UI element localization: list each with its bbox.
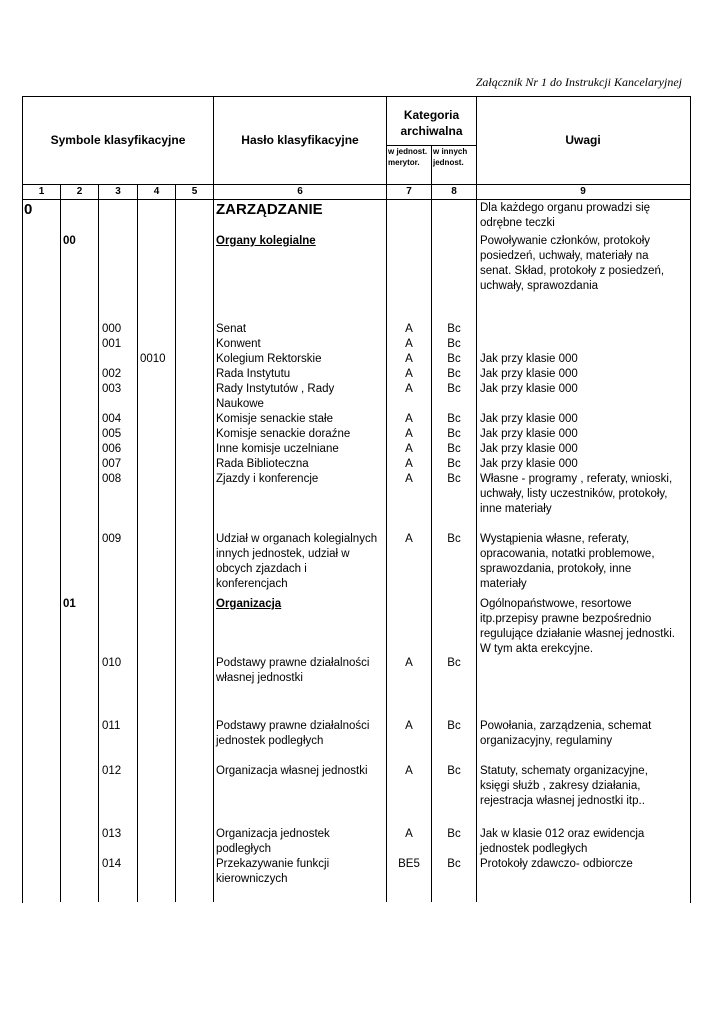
category-a: A xyxy=(405,323,413,335)
colnum-rule xyxy=(22,199,690,200)
colnum: 4 xyxy=(153,186,160,197)
colnum: 1 xyxy=(38,186,45,197)
col-divider xyxy=(213,96,214,902)
header-sub-b-2: jednost. xyxy=(433,158,464,167)
entry-name: podległych xyxy=(216,843,271,855)
colnum: 6 xyxy=(297,186,303,197)
entry-name: innych jednostek, udział w xyxy=(216,548,350,560)
entry-note: materiały xyxy=(480,578,527,590)
header-sub-b-1: w innych xyxy=(433,147,468,156)
symbol-level3: 000 xyxy=(102,323,122,335)
entry-note: Jak przy klasie 000 xyxy=(480,428,578,440)
col-divider xyxy=(431,145,432,902)
symbol-level3: 006 xyxy=(102,443,122,455)
entry-note: odrębne teczki xyxy=(480,217,555,229)
category-b: Bc xyxy=(447,657,461,669)
entry-note: Wystąpienia własne, referaty, xyxy=(480,533,630,545)
entry-note: jednostek podległych xyxy=(480,843,588,855)
symbol-level3: 008 xyxy=(102,473,122,485)
entry-note: Protokoły zdawczo- odbiorcze xyxy=(480,858,633,870)
entry-name: Zjazdy i konferencje xyxy=(216,473,319,485)
header-kategoria-1: Kategoria xyxy=(403,108,460,122)
category-b: Bc xyxy=(447,428,461,440)
entry-note: uchwały, listy uczestników, protokoły, xyxy=(480,488,668,500)
entry-note: Jak w klasie 012 oraz ewidencja xyxy=(480,828,645,840)
category-b: Bc xyxy=(447,828,461,840)
category-a: A xyxy=(405,473,413,485)
category-a: A xyxy=(405,368,413,380)
entry-name: obcych zjazdach i xyxy=(216,563,307,575)
symbol-level3: 011 xyxy=(102,720,121,732)
entry-name: Podstawy prawne działalności xyxy=(216,720,370,732)
colnum: 5 xyxy=(191,186,198,197)
entry-note: Jak przy klasie 000 xyxy=(480,383,578,395)
category-b: Bc xyxy=(447,383,461,395)
category-a: A xyxy=(405,383,413,395)
entry-note: Statuty, schematy organizacyjne, xyxy=(480,765,648,777)
entry-note: opracowania, notatki problemowe, xyxy=(480,548,655,560)
entry-name: Komisje senackie doraźne xyxy=(216,428,351,440)
colnum: 3 xyxy=(115,186,121,197)
entry-note: Jak przy klasie 000 xyxy=(480,413,578,425)
colnum: 9 xyxy=(580,186,586,197)
entry-note: Dla każdego organu prowadzi się xyxy=(480,202,651,214)
col-divider xyxy=(476,96,477,902)
entry-note: Ogólnopaństwowe, resortowe xyxy=(480,598,632,610)
header-subrule xyxy=(386,145,476,146)
entry-note: regulujące działanie własnej jednostki. xyxy=(480,628,675,640)
symbol-level1: 0 xyxy=(24,201,33,218)
entry-note: Jak przy klasie 000 xyxy=(480,443,578,455)
category-b: Bc xyxy=(447,720,461,732)
entry-note: Jak przy klasie 000 xyxy=(480,368,578,380)
entry-note: Jak przy klasie 000 xyxy=(480,458,578,470)
category-a: A xyxy=(405,428,413,440)
category-a: A xyxy=(405,765,413,777)
category-a: A xyxy=(405,828,413,840)
symbol-level3: 007 xyxy=(102,458,122,470)
category-b: Bc xyxy=(447,765,461,777)
entry-name: Senat xyxy=(216,323,247,335)
col-divider xyxy=(175,96,176,902)
header-haslo: Hasło klasyfikacyjne xyxy=(241,133,359,147)
entry-name: Naukowe xyxy=(216,398,264,410)
header-sub-a-1: w jednost. xyxy=(388,147,428,156)
category-b: Bc xyxy=(447,353,461,365)
entry-note: posiedzeń, uchwały, materiały na xyxy=(480,250,649,262)
category-a: A xyxy=(405,458,413,470)
category-b: Bc xyxy=(447,473,461,485)
category-b: Bc xyxy=(447,323,461,335)
symbol-level3: 013 xyxy=(102,828,122,840)
category-b: Bc xyxy=(447,443,461,455)
entry-title: Organizacja xyxy=(216,598,282,610)
entry-title: Organy kolegialne xyxy=(216,235,316,247)
entry-name: Rada Biblioteczna xyxy=(216,458,309,470)
entry-name: Organizacja własnej jednostki xyxy=(216,765,368,777)
entry-note: rejestracja własnej jednostki itp.. xyxy=(480,795,645,807)
entry-name: jednostek podległych xyxy=(216,735,324,747)
category-a: A xyxy=(405,443,413,455)
symbol-level3: 001 xyxy=(102,338,122,350)
entry-name: Inne komisje uczelniane xyxy=(216,443,339,455)
symbol-level3: 004 xyxy=(102,413,122,425)
entry-name: Komisje senackie stałe xyxy=(216,413,333,425)
entry-name: Organizacja jednostek xyxy=(216,828,330,840)
symbol-level3: 012 xyxy=(102,765,122,777)
entry-name: kierowniczych xyxy=(216,873,288,885)
entry-name: Kolegium Rektorskie xyxy=(216,353,322,365)
header-rule xyxy=(22,184,690,185)
category-b: Bc xyxy=(447,533,461,545)
header-sub-a-2: merytor. xyxy=(388,158,420,167)
category-a: A xyxy=(405,657,413,669)
entry-name: Przekazywanie funkcji xyxy=(216,858,330,870)
entry-note: Powoływanie członków, protokoły xyxy=(480,235,651,247)
category-a: A xyxy=(405,533,413,545)
col-divider xyxy=(98,96,99,902)
category-a: A xyxy=(405,720,413,732)
category-b: Bc xyxy=(447,413,461,425)
symbol-level3: 010 xyxy=(102,657,122,669)
symbol-level2: 00 xyxy=(63,235,76,247)
category-a: BE5 xyxy=(398,858,420,870)
entry-note: Powołania, zarządzenia, schemat xyxy=(480,720,652,732)
entry-note: uchwały, sprawozdania xyxy=(480,280,599,292)
symbol-level3: 005 xyxy=(102,428,122,440)
entry-name: Udział w organach kolegialnych xyxy=(216,533,378,545)
entry-name: Rady Instytutów , Rady xyxy=(216,383,335,395)
col-divider xyxy=(386,96,387,902)
entry-name: Konwent xyxy=(216,338,261,350)
entry-note: sprawozdania, protokoły, inne xyxy=(480,563,632,575)
colnum: 7 xyxy=(406,186,412,197)
symbol-level3: 002 xyxy=(102,368,122,380)
category-b: Bc xyxy=(447,458,461,470)
symbol-level3: 014 xyxy=(102,858,122,870)
entry-note: Własne - programy , referaty, wnioski, xyxy=(480,473,673,485)
entry-note: senat. Skład, protokoły z posiedzeń, xyxy=(480,265,665,277)
category-a: A xyxy=(405,353,413,365)
entry-name: Rada Instytutu xyxy=(216,368,291,380)
symbol-level2: 01 xyxy=(63,598,76,610)
entry-note: księgi służb , zakresy działania, xyxy=(480,780,641,792)
col-divider xyxy=(60,96,61,902)
entry-note: W tym akta erekcyjne. xyxy=(480,643,594,655)
symbol-level3: 009 xyxy=(102,533,122,545)
entry-note: Jak przy klasie 000 xyxy=(480,353,578,365)
entry-note: itp.przepisy prawne bezpośrednio xyxy=(480,613,652,625)
attachment-caption: Załącznik Nr 1 do Instrukcji Kancelaryjnej xyxy=(475,75,682,89)
header-kategoria-2: archiwalna xyxy=(400,124,463,138)
category-a: A xyxy=(405,338,413,350)
entry-name: konferencjach xyxy=(216,578,288,590)
entry-name: własnej jednostki xyxy=(216,672,303,684)
entry-title: ZARZĄDZANIE xyxy=(216,201,323,218)
symbol-level4: 0010 xyxy=(140,353,166,365)
category-b: Bc xyxy=(447,338,461,350)
category-b: Bc xyxy=(447,858,461,870)
entry-name: Podstawy prawne działalności xyxy=(216,657,370,669)
header-symbols: Symbole klasyfikacyjne xyxy=(50,133,186,147)
colnum: 8 xyxy=(451,186,457,197)
colnum: 2 xyxy=(76,186,83,197)
category-a: A xyxy=(405,413,413,425)
header-uwagi: Uwagi xyxy=(565,133,601,147)
symbol-level3: 003 xyxy=(102,383,122,395)
category-b: Bc xyxy=(447,368,461,380)
entry-note: organizacyjny, regulaminy xyxy=(480,735,613,747)
entry-note: inne materiały xyxy=(480,503,552,515)
col-divider xyxy=(137,96,138,902)
